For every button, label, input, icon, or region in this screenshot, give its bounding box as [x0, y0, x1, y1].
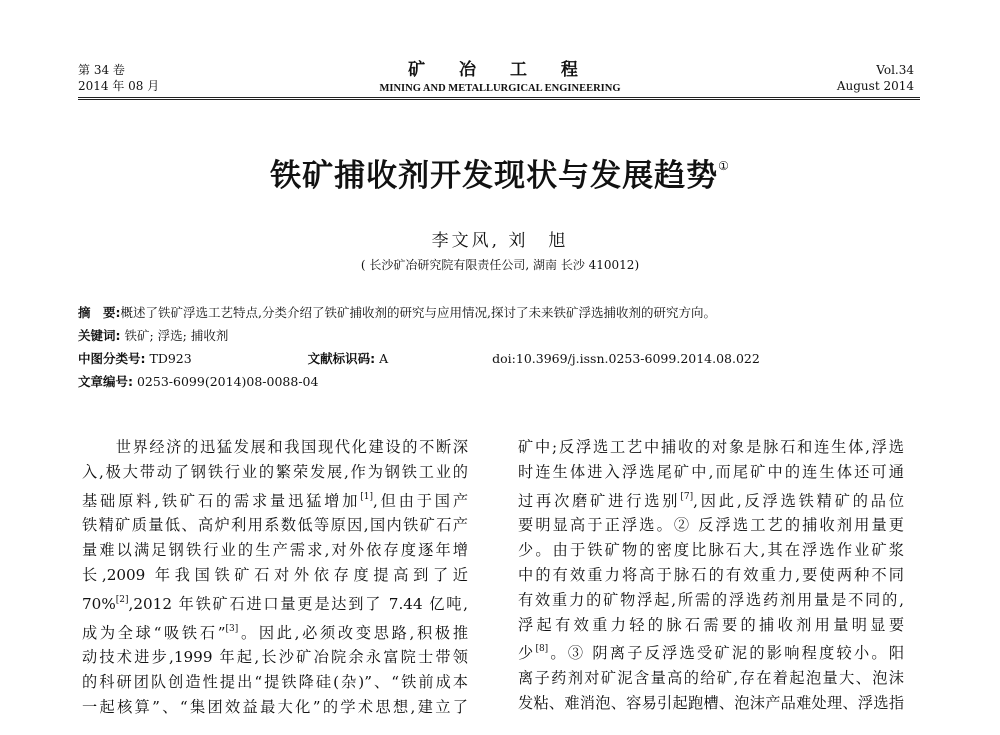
header-right	[837, 62, 914, 94]
body-line: 铁精矿质量低、高炉利用系数低等原因,国内铁矿石产	[82, 516, 468, 535]
abstract-line	[78, 304, 716, 322]
article-title	[0, 150, 1000, 195]
article-authors: 李文风, 刘 旭	[431, 231, 569, 251]
doccode-label: 文献标识码:	[307, 351, 376, 366]
body-column-right	[518, 435, 904, 716]
article-affiliation: ( 长沙矿冶研究院有限责任公司, 湖南 长沙 410012)	[360, 258, 640, 272]
body-line: 少。由于铁矿物的密度比脉石大,其在浮选作业矿浆	[518, 541, 904, 560]
citation-mark: [7]	[680, 491, 694, 502]
classification-line	[78, 350, 760, 368]
body-column-left	[82, 435, 468, 720]
date-en: August 2014	[836, 79, 914, 93]
doccode-value: A	[379, 351, 389, 366]
body-line: 矿中;反浮选工艺中捕收的对象是脉石和连生体,浮选	[518, 438, 904, 456]
body-line: 的科研团队创造性提出“提铁降硅(杂)”、“铁前成本	[82, 673, 468, 692]
volume-en: Vol.34	[876, 63, 914, 77]
date-cn: 2014 年 08 月	[78, 79, 160, 93]
keywords-line	[78, 327, 228, 345]
body-line: 要明显高于正浮选。② 反浮选工艺的捕收剂用量更	[518, 516, 904, 535]
article-number-line	[78, 373, 318, 391]
body-line: 基础原料,铁矿石的需求量迅猛增加[1],但由于国产	[82, 491, 469, 510]
article-no-label: 文章编号:	[78, 374, 133, 389]
clc-value: TD923	[149, 351, 192, 366]
citation-mark: [1]	[360, 491, 373, 502]
body-line: 少[8]。③ 阴离子反浮选受矿泥的影响程度较小。阳	[518, 644, 905, 663]
body-line: 浮起有效重力轻的脉石需要的捕收剂用量明显要	[518, 615, 904, 634]
body-line: 量难以满足钢铁行业的生产需求,对外依存度逐年增	[82, 541, 468, 560]
body-line: 入,极大带动了钢铁行业的繁荣发展,作为钢铁工业的	[82, 462, 468, 481]
citation-mark: [3]	[225, 623, 239, 634]
title-footnote-mark: ①	[718, 159, 730, 173]
citation-mark: [2]	[115, 594, 129, 605]
header-left	[78, 62, 159, 94]
body-line: 一起核算”、“集团效益最大化”的学术思想,建立了	[82, 697, 468, 716]
article-no-value: 0253-6099(2014)08-0088-04	[136, 374, 319, 389]
keywords-label: 关键词:	[78, 328, 121, 343]
abstract-text: 概述了铁矿浮选工艺特点,分类介绍了铁矿捕收剂的研究与应用情况,探讨了未来铁矿浮选捕收剂的研究方向。	[120, 305, 716, 320]
body-line: 中的有效重力将高于脉石的有效重力,要使两种不同	[518, 565, 904, 584]
journal-title-cn: 矿 冶 工 程	[408, 60, 592, 80]
body-line: 长,2009 年我国铁矿石对外依存度提高到了近	[82, 565, 468, 584]
body-line: 动技术进步,1999 年起,长沙矿冶院余永富院士带领	[82, 648, 468, 667]
body-line: 70%[2],2012 年铁矿石进口量更是达到了 7.44 亿吨,	[82, 594, 468, 613]
journal-title-en: MINING AND METALLURGICAL ENGINEERING	[379, 83, 621, 94]
header-rule-2	[78, 99, 920, 100]
body-line: 时连生体进入浮选尾矿中,而尾矿中的连生体还可通	[518, 462, 904, 481]
body-line: 世界经济的迅猛发展和我国现代化建设的不断深	[82, 438, 468, 456]
body-line: 发粘、难消泡、容易引起跑槽、泡沫产品难处理、浮选指	[518, 693, 904, 712]
abstract-label: 摘 要:	[78, 305, 121, 320]
keywords-text: 铁矿; 浮选; 捕收剂	[124, 328, 229, 343]
citation-mark: [8]	[535, 644, 549, 655]
body-line: 过再次磨矿进行选别[7],因此,反浮选铁精矿的品位	[518, 491, 905, 510]
body-line: 成为全球“吸铁石”[3]。因此,必须改变思路,积极推	[82, 623, 469, 642]
article-title-text: 铁矿捕收剂开发现状与发展趋势	[270, 158, 719, 194]
body-line: 离子药剂对矿泥含量高的给矿,存在着起泡量大、泡沫	[518, 669, 904, 688]
clc-label: 中图分类号:	[78, 351, 146, 366]
header-center	[320, 60, 680, 96]
body-line: 有效重力的矿物浮起,所需的浮选药剂用量是不同的,	[518, 590, 904, 609]
header-rule	[78, 97, 920, 98]
volume-cn: 第 34 卷	[78, 63, 125, 77]
doi-text: doi:10.3969/j.issn.0253-6099.2014.08.022	[492, 351, 760, 366]
